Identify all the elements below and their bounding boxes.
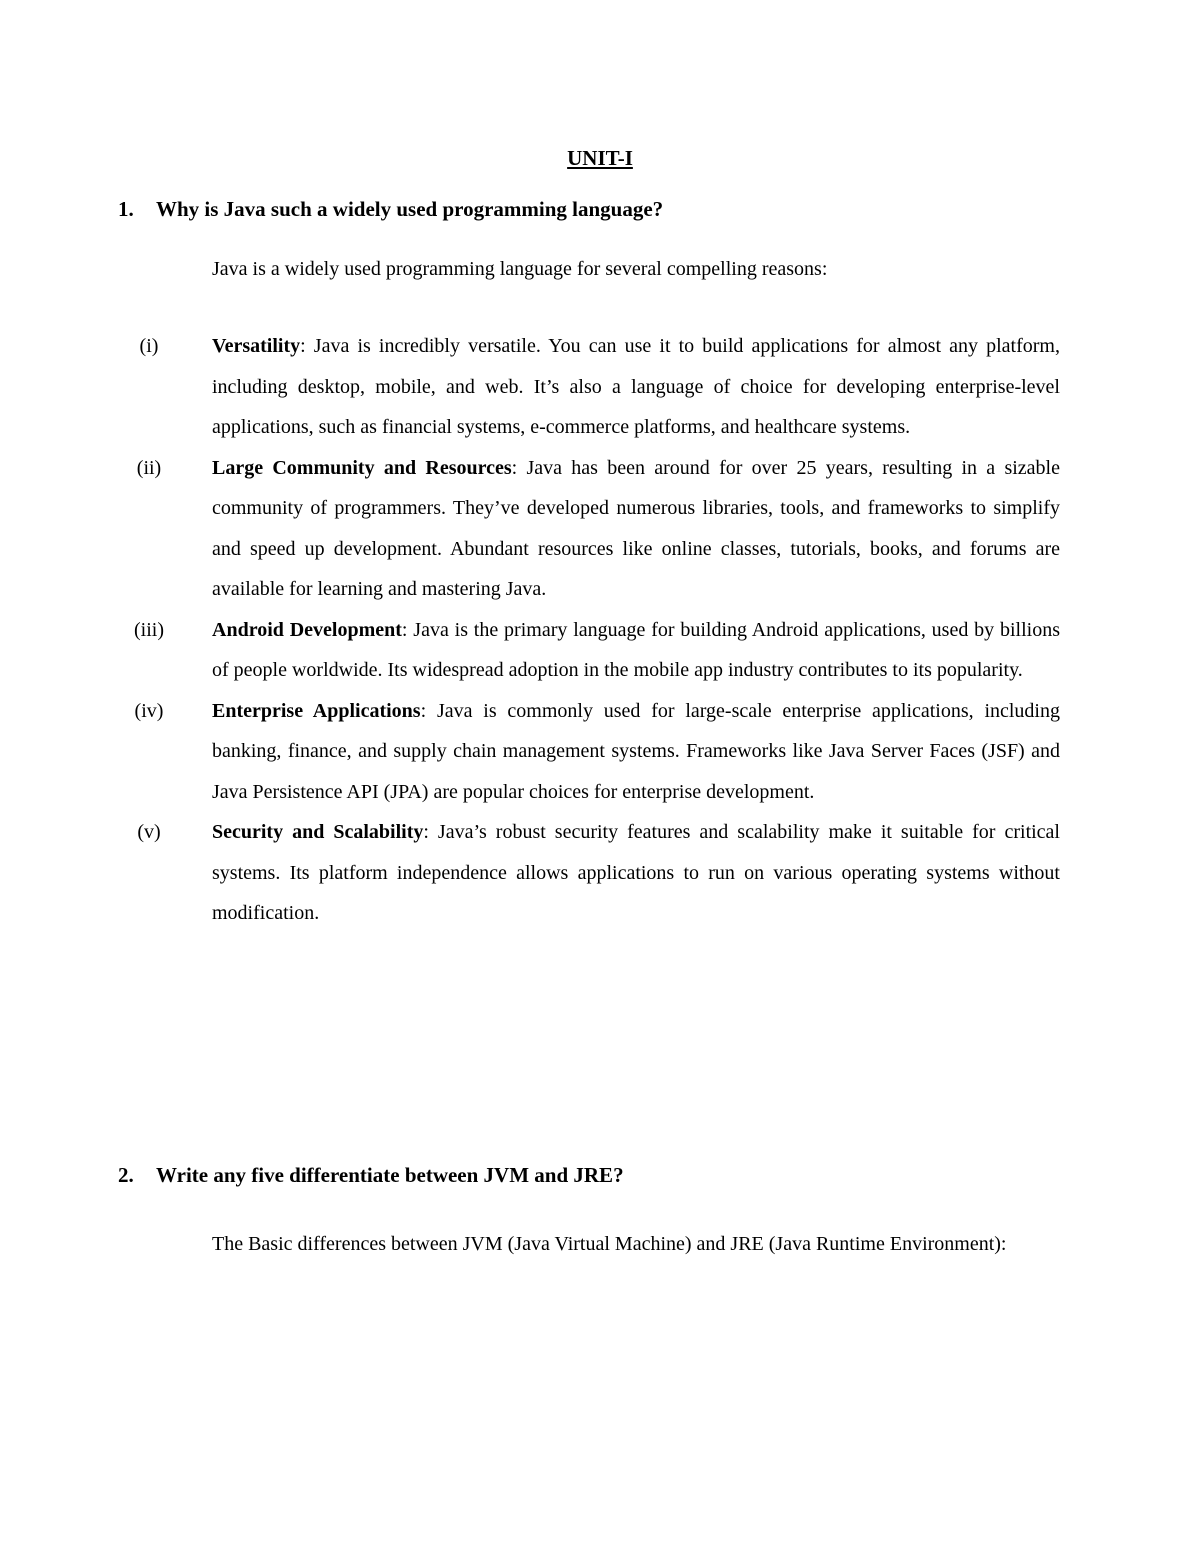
- list-item: [120, 812, 1060, 934]
- list-item-text: : Java is incredibly versatile. You can use it to build applications for almost any platform, including desktop, mobile, and web. It’s also a language of choice for developing enterprise-level applications, such as financial systems, e-commerce platforms, and healthcare systems.: [212, 335, 1060, 438]
- list-item-marker: (iv): [134, 699, 164, 722]
- question-2-heading: [118, 1162, 624, 1188]
- list-item-term: Android Development: [212, 618, 402, 641]
- list-item-marker: (ii): [136, 456, 162, 479]
- list-item-term: Large Community and Resources: [212, 456, 512, 479]
- list-item-term: Security and Scalability: [212, 821, 424, 843]
- question-1-intro: Java is a widely used programming language for several compelling reasons:: [212, 258, 828, 280]
- question-2-number: 2.: [118, 1163, 134, 1187]
- question-2-title: Write any five differentiate between JVM and JRE?: [156, 1163, 624, 1187]
- list-item: [120, 326, 1060, 448]
- list-item-text: : Java is the primary language for building Android applications, used by billions of people worldwide. Its widespread adoption in the mobile app industry contributes to its popularity.: [212, 618, 1060, 681]
- reasons-list: [120, 326, 1060, 934]
- list-item-text: : Java has been around for over 25 years, resulting in a sizable community of programmers. They’ve developed numerous libraries, tools, and frameworks to simplify and speed up development. Abundant resources like online classes, tutorials, books, and forums are available for learning and mastering Java.: [212, 456, 1060, 600]
- list-item: [120, 691, 1060, 813]
- question-1-number: 1.: [118, 197, 134, 221]
- list-item-marker: (iii): [134, 618, 164, 641]
- list-item-marker: (i): [139, 335, 159, 357]
- question-2-intro: The Basic differences between JVM (Java Virtual Machine) and JRE (Java Runtime Environment):: [212, 1233, 1007, 1255]
- list-item-text: : Java is commonly used for large-scale enterprise applications, including banking, finance, and supply chain management systems. Frameworks like Java Server Faces (JSF) and Java Persistence API (JPA) are popular choices for enterprise development.: [212, 699, 1060, 803]
- question-1-heading: [118, 196, 663, 222]
- list-item-term: Versatility: [212, 335, 301, 357]
- question-1-title: Why is Java such a widely used programming language?: [156, 197, 664, 221]
- unit-title: UNIT-I: [567, 146, 633, 170]
- list-item-term: Enterprise Applications: [212, 699, 421, 722]
- list-item-marker: (v): [137, 821, 161, 843]
- list-item: [120, 448, 1060, 610]
- list-item-text: : Java’s robust security features and scalability make it suitable for critical systems. Its platform independence allows applications to run on various operating systems without modification.: [212, 821, 1060, 924]
- list-item: [120, 610, 1060, 691]
